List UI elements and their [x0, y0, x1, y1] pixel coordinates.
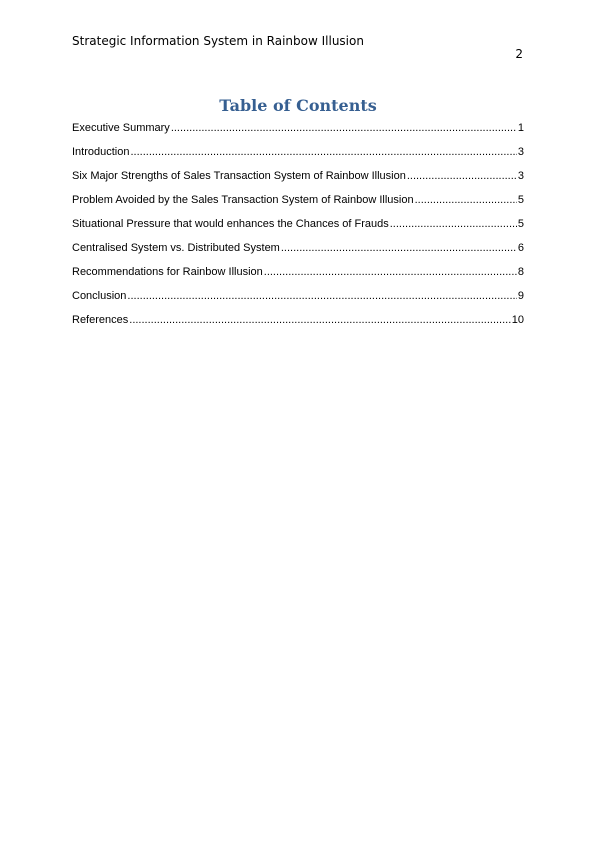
toc-entry-references[interactable]	[72, 312, 524, 336]
toc-entry-page: 10	[511, 314, 524, 326]
dot-leader	[264, 264, 517, 280]
page-number: 2	[515, 47, 523, 61]
toc-entry-page: 8	[517, 266, 524, 278]
dot-leader	[415, 192, 517, 208]
dot-leader	[171, 120, 517, 136]
toc-entry-six-major-strengths[interactable]	[72, 168, 524, 192]
dot-leader	[127, 288, 516, 304]
toc-entry-conclusion[interactable]	[72, 288, 524, 312]
toc-entry-label: Problem Avoided by the Sales Transaction System of Rainbow Illusion	[72, 194, 414, 206]
toc-entry-page: 5	[517, 218, 524, 230]
toc-entry-page: 9	[517, 290, 524, 302]
toc-entry-label: Centralised System vs. Distributed System	[72, 242, 280, 254]
toc-entry-label: Conclusion	[72, 290, 127, 302]
toc-entry-label: Six Major Strengths of Sales Transaction System of Rainbow Illusion	[72, 170, 406, 182]
toc-entry-situational-pressure[interactable]	[72, 216, 524, 240]
toc-title: Table of Contents	[219, 96, 377, 115]
toc-entry-page: 1	[517, 122, 524, 134]
toc-entry-page: 3	[517, 170, 524, 182]
toc-entry-page: 3	[517, 146, 524, 158]
toc-entry-label: Executive Summary	[72, 122, 170, 134]
dot-leader	[130, 144, 516, 160]
dot-leader	[129, 312, 510, 328]
toc-list	[72, 120, 524, 336]
toc-entry-introduction[interactable]	[72, 144, 524, 168]
toc-entry-label: Introduction	[72, 146, 130, 158]
dot-leader	[281, 240, 517, 256]
toc-entry-page: 5	[517, 194, 524, 206]
toc-entry-recommendations[interactable]	[72, 264, 524, 288]
running-header: Strategic Information System in Rainbow Illusion	[72, 34, 364, 48]
toc-entry-label: Recommendations for Rainbow Illusion	[72, 266, 263, 278]
toc-entry-label: Situational Pressure that would enhances the Chances of Frauds	[72, 218, 389, 230]
dot-leader	[390, 216, 517, 232]
toc-entry-executive-summary[interactable]	[72, 120, 524, 144]
dot-leader	[407, 168, 517, 184]
toc-entry-problem-avoided[interactable]	[72, 192, 524, 216]
toc-entry-page: 6	[517, 242, 524, 254]
toc-entry-centralised-vs-distributed[interactable]	[72, 240, 524, 264]
toc-entry-label: References	[72, 314, 129, 326]
